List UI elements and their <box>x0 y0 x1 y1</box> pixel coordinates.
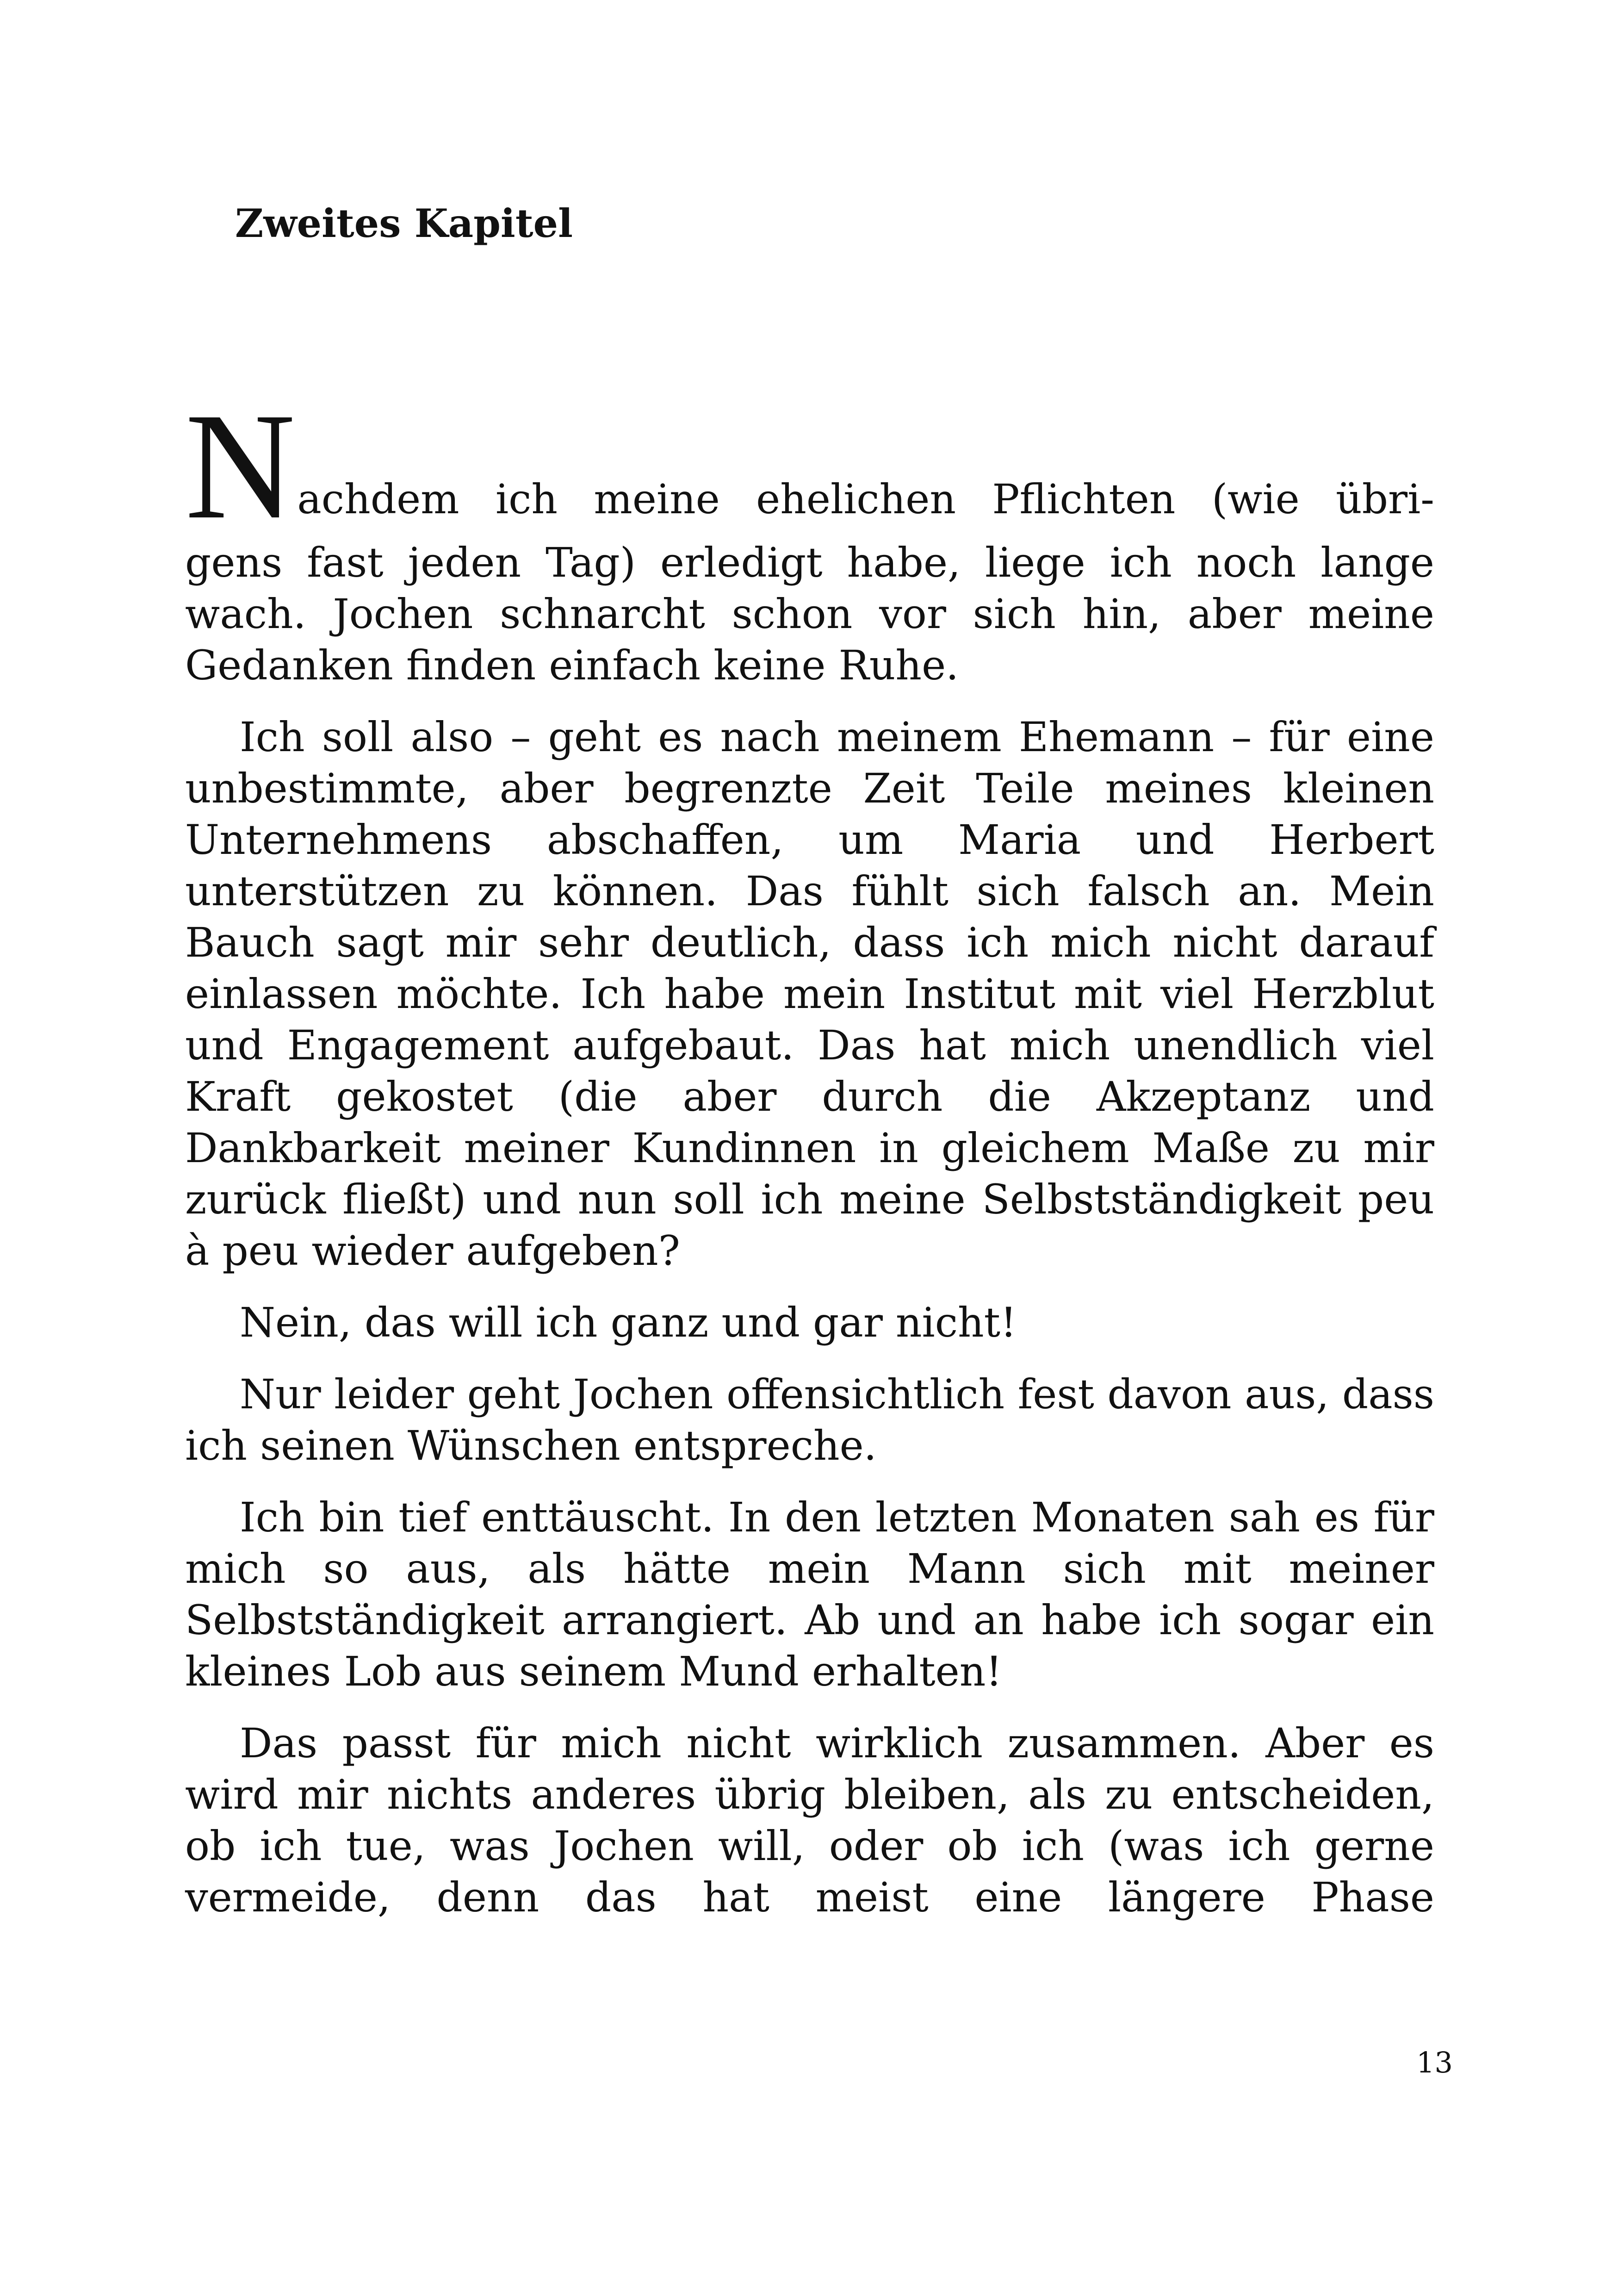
chapter-title: Zweites Kapitel <box>235 200 573 246</box>
paragraph: Nein, das will ich ganz und gar nicht! <box>240 1299 1017 1346</box>
first-line-text: achdem ich meine ehelichen Pflichten (wie übri- <box>297 475 1434 523</box>
paragraph: Ich bin tief enttäuscht. In den letzten Monaten sah es für mich so aus, als hätte mein Mann sich mit meiner Selbstständigkeit arrangiert. Ab und an habe ich sogar ein kleines Lob aus seinem Mund erhalten! <box>185 1493 1434 1695</box>
paragraph: Nur leider geht Jochen offensichtlich fest davon aus, dass ich seinen Wünschen entspreche. <box>185 1370 1434 1469</box>
paragraph: Ich soll also – geht es nach meinem Ehemann – für eine unbestimmte, aber begrenzte Zeit Teile meines kleinen Unternehmens abschaffen, um Maria und Herbert unterstützen zu können. Das fühlt sich falsch an. Mein Bauch sagt mir sehr deutlich, dass ich mich nicht darauf einlassen möchte. Ich habe mein Institut mit viel Herzblut und Engagement aufgebaut. Das hat mich unendlich viel Kraft gekostet (die aber durch die Akzeptanz und Dankbarkeit meiner Kundinnen in gleichem Maße zu mir zurück fließt) und nun soll ich meine Selbstständigkeit peu à peu wieder aufgeben? <box>185 713 1434 1275</box>
paragraph: Das passt für mich nicht wirklich zusammen. Aber es wird mir nichts anderes übrig bleiben, als zu entscheiden, ob ich tue, was Jochen will, oder ob ich (was ich gerne vermeide, denn das hat meist eine längere Phase <box>185 1719 1434 1921</box>
page-number: 13 <box>1416 2046 1453 2079</box>
first-paragraph <box>185 380 1434 691</box>
drop-cap: N <box>185 382 296 551</box>
first-paragraph-rest: gens fast jeden Tag) erledigt habe, liege ich noch lange wach. Jochen schnarcht schon vor sich hin, aber meine Gedanken finden einfach keine Ruhe. <box>185 539 1434 689</box>
body-text <box>185 380 1434 1923</box>
first-line <box>185 380 1434 551</box>
